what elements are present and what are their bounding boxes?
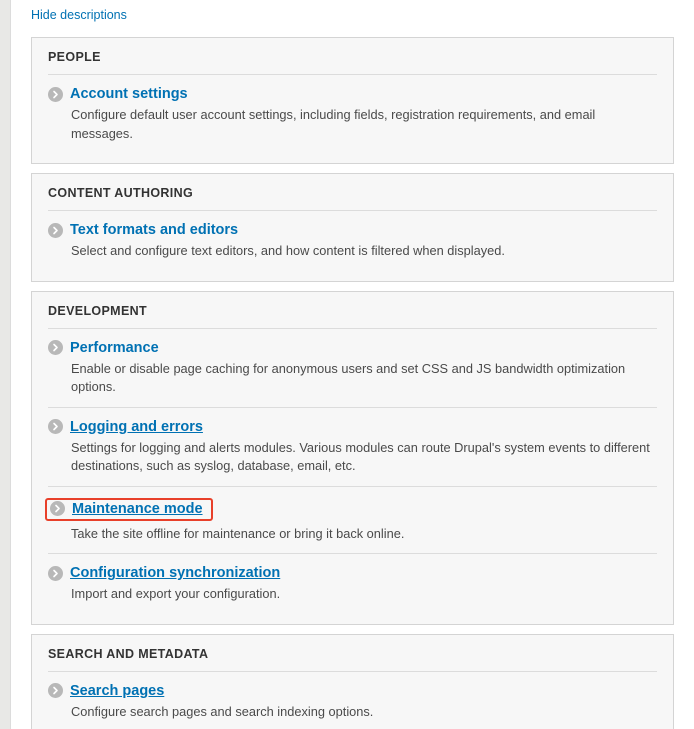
config-section: [31, 634, 674, 729]
config-link[interactable]: Configuration synchronization: [70, 565, 281, 582]
chevron-right-circle-icon: [48, 683, 63, 698]
config-section: [31, 37, 674, 164]
config-link[interactable]: Search pages: [70, 682, 165, 699]
config-description: Import and export your configuration.: [71, 586, 281, 602]
config-link-row[interactable]: [45, 498, 213, 521]
config-link[interactable]: Text formats and editors: [70, 222, 239, 239]
config-link[interactable]: Maintenance mode: [72, 500, 203, 517]
config-section: [31, 291, 674, 625]
config-link-row[interactable]: [48, 340, 657, 356]
configuration-page: [11, 0, 694, 729]
config-link-row[interactable]: [48, 419, 657, 435]
configuration-sections: [11, 37, 694, 729]
section-title: PEOPLE: [48, 50, 101, 64]
config-description: Configure default user account settings, including fields, registration requirements, and email messages.: [71, 107, 596, 141]
config-description: Take the site offline for maintenance or bring it back online.: [71, 525, 405, 541]
chevron-right-circle-icon: [48, 340, 63, 355]
list-item: [48, 671, 657, 729]
config-link-row[interactable]: [48, 565, 657, 581]
config-section: [31, 173, 674, 282]
section-title: DEVELOPMENT: [48, 303, 147, 318]
config-description: Settings for logging and alerts modules. Various modules can route Drupal's system events to different destinations, such as syslog, database, email, etc.: [71, 439, 650, 474]
config-link-row[interactable]: [48, 86, 657, 102]
section-items: [32, 74, 673, 163]
list-item: [48, 553, 657, 614]
section-items: [32, 328, 673, 624]
config-link[interactable]: Performance: [70, 339, 159, 356]
chevron-right-circle-icon: [48, 223, 63, 238]
section-items: [32, 210, 673, 281]
list-item: [48, 486, 657, 554]
left-gutter-strip: [0, 0, 11, 729]
section-items: [32, 671, 673, 729]
section-title: CONTENT AUTHORING: [48, 186, 194, 201]
list-item: [48, 74, 657, 153]
chevron-right-circle-icon: [48, 87, 63, 102]
list-item: [48, 210, 657, 271]
config-description: Enable or disable page caching for anonymous users and set CSS and JS bandwidth optimization options.: [71, 360, 626, 395]
config-link[interactable]: Account settings: [70, 86, 188, 102]
list-item: [48, 407, 657, 486]
chevron-right-circle-icon: [48, 419, 63, 434]
config-link[interactable]: Logging and errors: [70, 418, 203, 435]
config-link-row[interactable]: [48, 222, 657, 238]
section-title: SEARCH AND METADATA: [48, 646, 209, 661]
chevron-right-circle-icon: [50, 501, 65, 516]
hide-descriptions-link[interactable]: Hide descriptions: [31, 8, 127, 22]
list-item: [48, 328, 657, 407]
config-description: Configure search pages and search indexing options.: [71, 703, 374, 719]
chevron-right-circle-icon: [48, 566, 63, 581]
config-link-row[interactable]: [48, 683, 657, 699]
config-description: Select and configure text editors, and how content is filtered when displayed.: [71, 243, 505, 259]
